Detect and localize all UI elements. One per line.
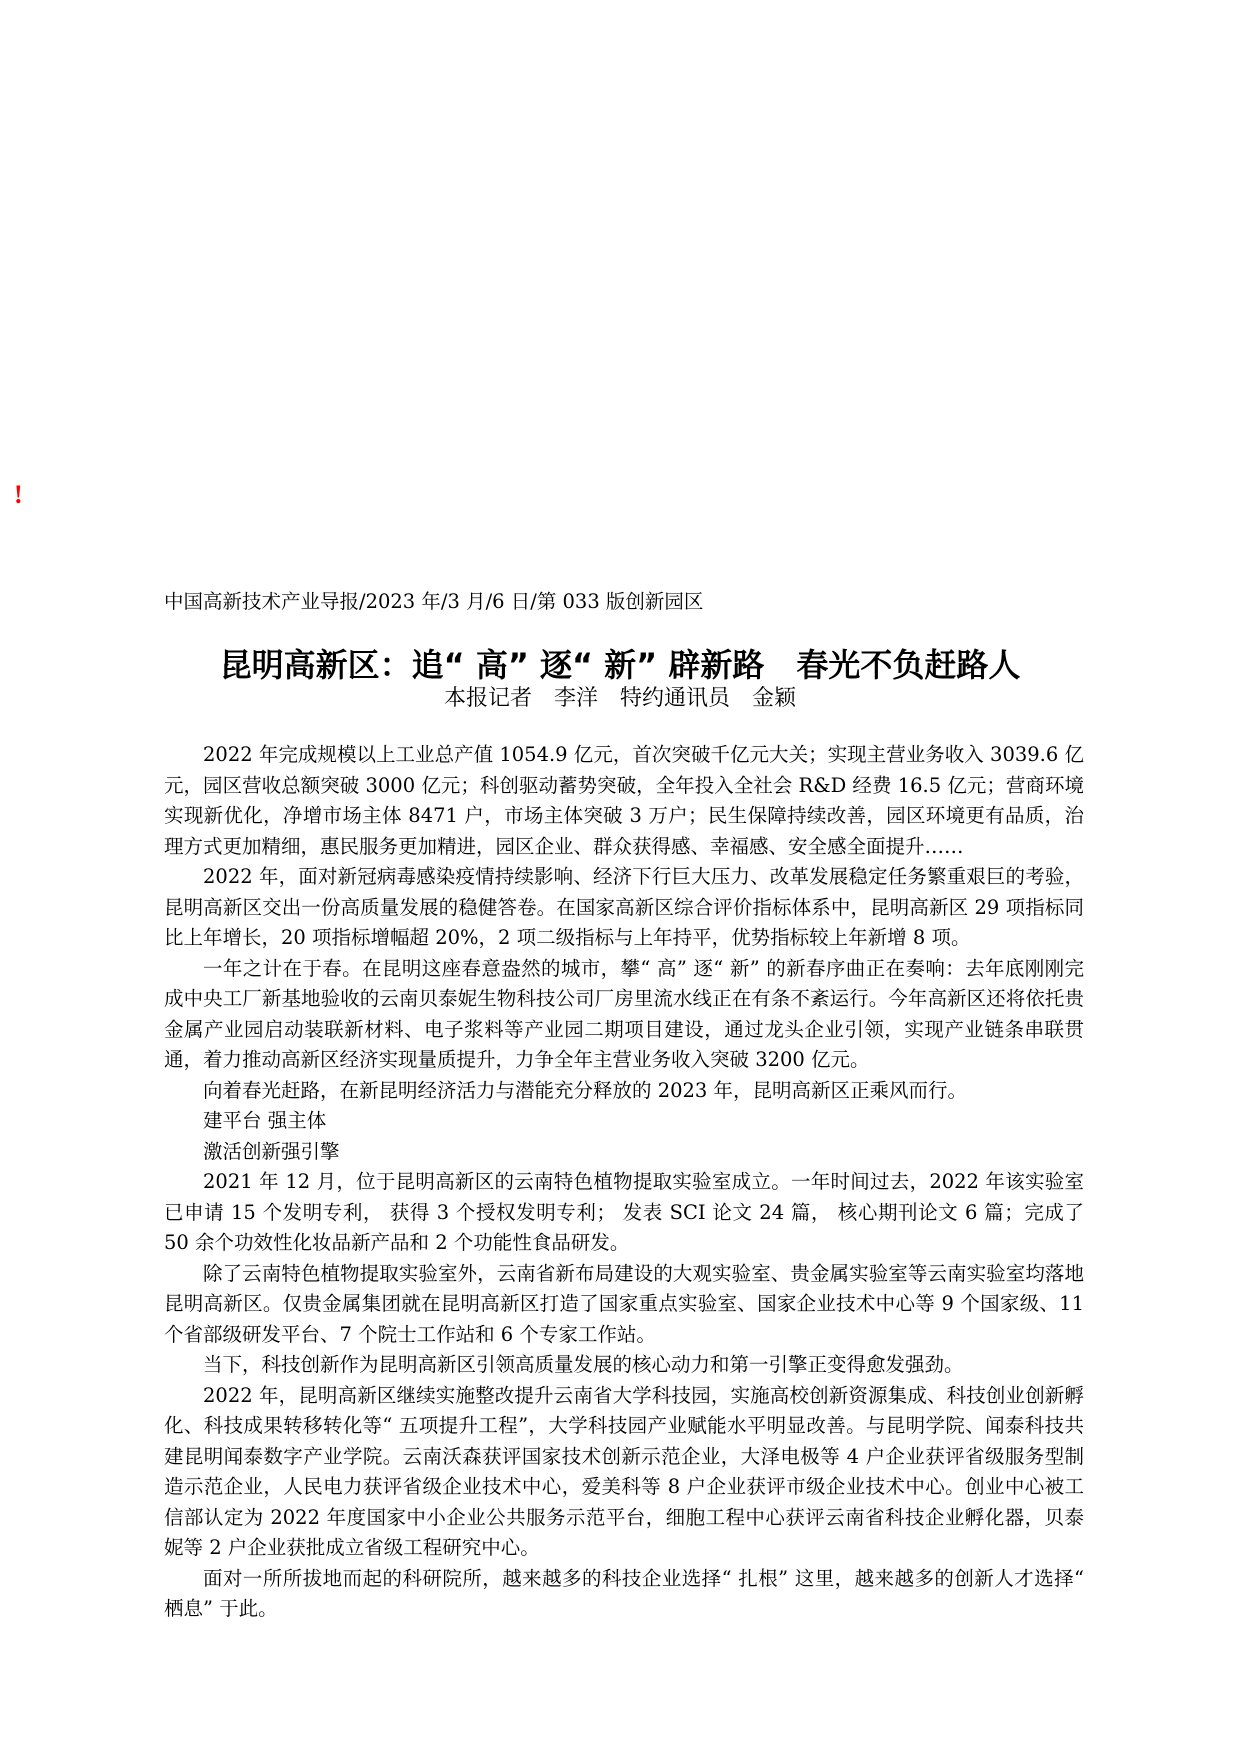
paragraph: 除了云南特色植物提取实验室外，云南省新布局建设的大观实验室、贵金属实验室等云南实验室均落地昆明高新区。仅贵金属集团就在昆明高新区打造了国家重点实验室、国家企业技术中心等 9 个国家级、11 个省部级研发平台、7 个院士工作站和 6 个专家工作站。 bbox=[164, 1261, 1084, 1346]
paragraph: 2021 年 12 月，位于昆明高新区的云南特色植物提取实验室成立。一年时间过去，2022 年该实验室已申请 15 个发明专利， 获得 3 个授权发明专利； 发表 SCI 论文 24 篇， 核心期刊论文 6 篇；完成了 50 余个功效性化妆品新产品和 2 个功能性食品研发。 bbox=[164, 1170, 1084, 1254]
source-line: 中国高新技术产业导报/2023 年/3 月/6 日/第 033 版创新园区 bbox=[164, 590, 704, 613]
paragraph: 2022 年完成规模以上工业总产值 1054.9 亿元，首次突破千亿元大关；实现主营业务收入 3039.6 亿元，园区营收总额突破 3000 亿元；科创驱动蓄势突破，全年投入全社会 R&D 经费 16.5 亿元；营商环境实现新优化，净增市场主体 8471 户，市场主体突破 3 万户；民生保障持续改善，园区环境更有品质，治理方式更加精细，惠民服务更加精进，园区企业、群众获得感、幸福感、安全感全面提升…… bbox=[164, 743, 1084, 858]
byline: 本报记者 李洋 特约通讯员 金颖 bbox=[443, 686, 796, 711]
section-heading: 建平台 强主体 bbox=[203, 1109, 327, 1132]
paragraph: 面对一所所拔地而起的科研院所，越来越多的科技企业选择“ 扎根” 这里，越来越多的创新人才选择“ 栖息” 于此。 bbox=[164, 1566, 1084, 1620]
article-title: 昆明高新区：追“ 高” 逐“ 新” 辟新路 春光不负赶路人 bbox=[219, 646, 1021, 684]
paragraph: 向着春光赶路，在新昆明经济活力与潜能充分释放的 2023 年，昆明高新区正乘风而行。 bbox=[203, 1078, 968, 1102]
red-exclamation-mark: ! bbox=[14, 480, 23, 509]
paragraph: 2022 年，面对新冠病毒感染疫情持续影响、经济下行巨大压力、改革发展稳定任务繁重艰巨的考验，昆明高新区交出一份高质量发展的稳健答卷。在国家高新区综合评价指标体系中，昆明高新区 29 项指标同比上年增长，20 项指标增幅超 20%，2 项二级指标与上年持平，优势指标较上年新增 8 项。 bbox=[164, 865, 1084, 949]
section-heading: 激活创新强引擎 bbox=[203, 1139, 340, 1163]
paragraph: 一年之计在于春。在昆明这座春意盎然的城市，攀“ 高” 逐“ 新” 的新春序曲正在奏响：去年底刚刚完成中央工厂新基地验收的云南贝泰妮生物科技公司厂房里流水线正在有条不紊运行。今年高新区还将依托贵金属产业园启动装联新材料、电子浆料等产业园二期项目建设，通过龙头企业引领，实现产业链条串联贯通，着力推动高新区经济实现量质提升，力争全年主营业务收入突破 3200 亿元。 bbox=[164, 956, 1084, 1071]
paragraph: 2022 年，昆明高新区继续实施整改提升云南省大学科技园，实施高校创新资源集成、科技创业创新孵化、科技成果转移转化等“ 五项提升工程”，大学科技园产业赋能水平明显改善。与昆明学院、闻泰科技共建昆明闻泰数字产业学院。云南沃森获评国家技术创新示范企业，大泽电极等 4 户企业获评省级服务型制造示范企业，人民电力获评省级企业技术中心，爱美科等 8 户企业获评市级企业技术中心。创业中心被工信部认定为 2022 年度国家中小企业公共服务示范平台，细胞工程中心获评云南省科技企业孵化器，贝泰妮等 2 户企业获批成立省级工程研究中心。 bbox=[164, 1383, 1084, 1559]
paragraph: 当下，科技创新作为昆明高新区引领高质量发展的核心动力和第一引擎正变得愈发强劲。 bbox=[203, 1353, 964, 1376]
article-body bbox=[164, 740, 1084, 1625]
